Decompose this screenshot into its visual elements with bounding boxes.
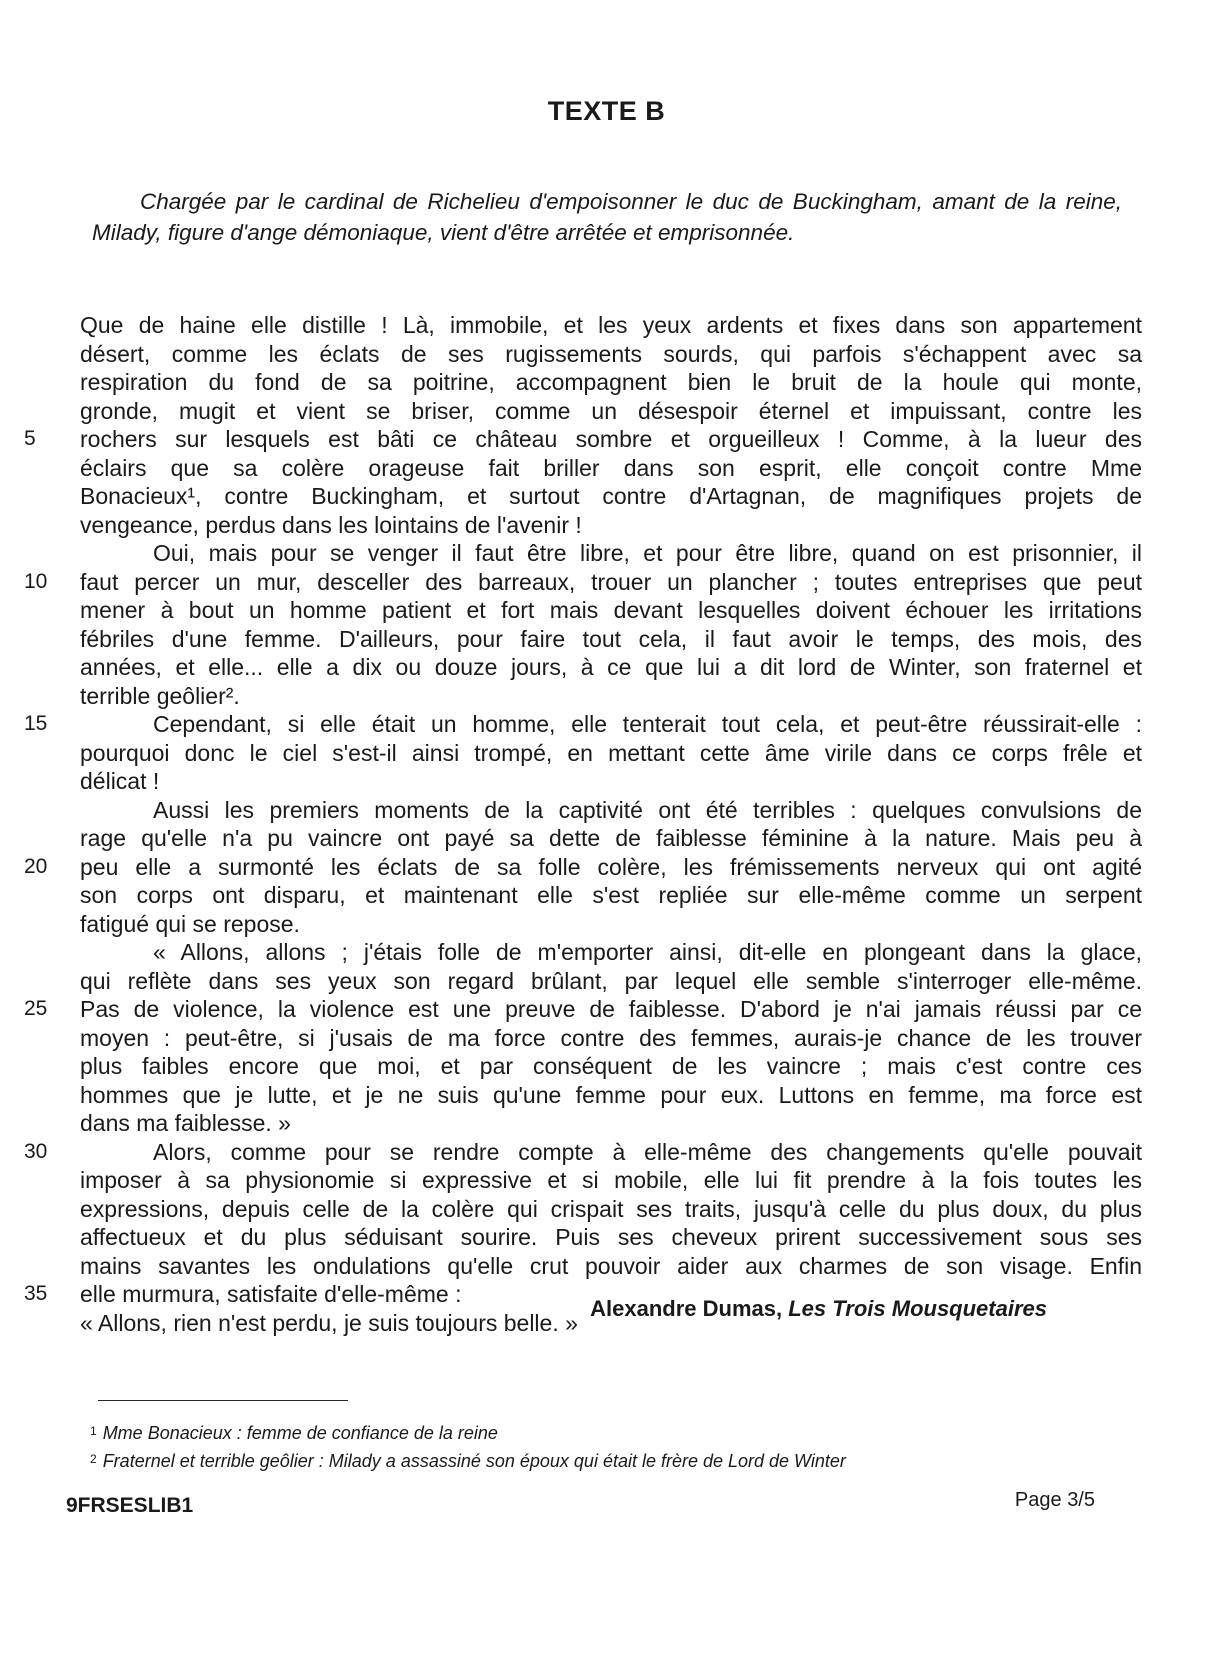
line-text: gronde, mugit et vient se briser, comme un désespoir éternel et impuissant, contre les [80,397,1142,424]
line-text: affectueux et du plus séduisant sourire. Puis ses cheveux prirent successivement sous ses [80,1224,1142,1250]
line-text: désert, comme les éclats de ses rugissements sourds, qui parfois s'échappent avec sa [80,340,1142,367]
text-line [80,454,1142,483]
page-number: Page 3/5 [1014,1489,1095,1511]
text-line [80,511,1142,540]
line-text: Aussi les premiers moments de la captivité ont été terribles : quelques convulsions de [153,796,1142,823]
line-text: vengeance, perdus dans les lointains de l'avenir ! [80,511,582,538]
line-number: 5 [24,427,36,450]
text-line [80,1109,1142,1138]
text-line [80,682,1142,711]
line-number: 35 [24,1282,48,1305]
line-text: Pas de violence, la violence est une preuve de faiblesse. D'abord je n'ai jamais réussi par ce [80,996,1142,1022]
work-title: Les Trois Mousquetaires [788,1296,1047,1321]
text-line [80,625,1142,654]
footnote-text: Mme Bonacieux : femme de confiance de la reine [102,1423,498,1443]
footnote-item [90,1418,846,1446]
line-text: respiration du fond de sa poitrine, accompagnent bien le bruit de la houle qui monte, [80,369,1142,395]
intro-paragraph: Chargée par le cardinal de Richelieu d'empoisonner le duc de Buckingham, amant de la reine, Milady, figure d'ange démoniaque, vient d'être arrêtée et emprisonnée. [92,189,1122,245]
text-line [80,1081,1142,1110]
text-line [80,910,1142,939]
line-text: fatigué qui se repose. [80,910,300,937]
line-number: 10 [24,569,48,593]
line-text: années, et elle... elle a dix ou douze jours, à ce que lui a dit lord de Winter, son fraternel et [80,654,1142,680]
line-text: « Allons, allons ; j'étais folle de m'emporter ainsi, dit-elle en plongeant dans la glace, [153,939,1142,965]
line-text: Alors, comme pour se rendre compte à elle-même des changements qu'elle pouvait [153,1138,1142,1165]
line-number: 20 [24,854,48,878]
line-text: son corps ont disparu, et maintenant elle s'est repliée sur elle-même comme un serpent [80,882,1142,908]
line-text: qui reflète dans ses yeux son regard brûlant, par lequel elle semble s'interroger elle-même. [80,967,1142,994]
text-line [24,710,1142,739]
text-line [80,539,1142,568]
line-text: pourquoi donc le ciel s'est-il ainsi trompé, en mettant cette âme virile dans ce corps frêle et [80,739,1142,766]
line-text: imposer à sa physionomie si expressive et si mobile, elle lui fit prendre à la fois toutes les [80,1167,1142,1193]
line-text: rage qu'elle n'a pu vaincre ont payé sa dette de faiblesse féminine à la nature. Mais peu à [80,825,1142,851]
footnote-divider [98,1400,348,1401]
text-line [80,311,1142,340]
document-code: 9FRSESLIB1 [66,1494,194,1517]
text-line [80,739,1142,768]
text-line [80,596,1142,625]
text-line [80,824,1142,853]
line-text: éclairs que sa colère orageuse fait briller dans son esprit, elle conçoit contre Mme [80,454,1142,481]
line-text: mains savantes les ondulations qu'elle crut pouvoir aider aux charmes de son visage. Enfin [80,1252,1142,1279]
footnotes [90,1418,846,1474]
footnote-number: 2 [90,1452,97,1466]
footnote-item [90,1446,846,1474]
text-line [80,340,1142,369]
line-text: terrible geôlier². [80,682,240,709]
footnote-number: 1 [90,1424,97,1438]
text-line [80,881,1142,910]
line-text: « Allons, rien n'est perdu, je suis toujours belle. » [80,1309,578,1336]
text-line [80,1223,1142,1252]
line-text: hommes que je lutte, et je ne suis qu'une femme pour eux. Luttons en femme, ma force est [80,1081,1142,1108]
text-line [80,767,1142,796]
line-text: peu elle a surmonté les éclats de sa folle colère, les frémissements nerveux qui ont agité [80,853,1142,880]
text-line [80,1195,1142,1224]
text-line [80,938,1142,967]
line-number: 15 [24,712,48,735]
line-text: dans ma faiblesse. » [80,1110,291,1136]
line-text: rochers sur lesquels est bâti ce château sombre et orgueilleux ! Comme, à la lueur des [80,426,1142,452]
text-line [24,995,1142,1024]
text-body [24,311,1142,1337]
line-text: fébriles d'une femme. D'ailleurs, pour faire tout cela, il faut avoir le temps, des mois, des [80,625,1142,652]
text-line [80,1024,1142,1053]
text-line [80,1052,1142,1081]
text-line [80,368,1142,397]
line-text: faut percer un mur, desceller des barreaux, trouer un plancher ; toutes entreprises que peut [80,568,1142,595]
text-line [24,1138,1142,1167]
text-line [80,1252,1142,1281]
text-line [80,653,1142,682]
text-line [24,853,1142,882]
line-text: mener à bout un homme patient et fort mais devant lesquelles doivent échouer les irritations [80,597,1142,623]
line-text: moyen : peut-être, si j'usais de ma force contre des femmes, aurais-je chance de les trouver [80,1024,1142,1051]
line-text: expressions, depuis celle de la colère qui crispait ses traits, jusqu'à celle du plus doux, du plus [80,1195,1142,1222]
text-line [80,482,1142,511]
text-line [80,1166,1142,1195]
text-line [24,425,1142,454]
author-name: Alexandre Dumas, [590,1296,783,1321]
line-text: Cependant, si elle était un homme, elle tenterait tout cela, et peut-être réussirait-elle : [153,711,1142,737]
line-text: délicat ! [80,768,160,794]
page-title: TEXTE B [547,96,666,126]
line-number: 30 [24,1139,48,1163]
line-text: Oui, mais pour se venger il faut être libre, et pour être libre, quand on est prisonnier, il [153,540,1142,566]
line-text: Que de haine elle distille ! Là, immobile, et les yeux ardents et fixes dans son appartement [80,312,1142,338]
text-line [80,397,1142,426]
line-text: elle murmura, satisfaite d'elle-même : [80,1281,462,1307]
line-number: 25 [24,997,48,1020]
attribution [590,1296,1047,1322]
line-text: Bonacieux¹, contre Buckingham, et surtout contre d'Artagnan, de magnifiques projets de [80,483,1142,509]
text-line [80,796,1142,825]
footnote-text: Fraternel et terrible geôlier : Milady a assassiné son époux qui était le frère de Lord de Winter [102,1451,846,1471]
text-line [80,967,1142,996]
line-text: plus faibles encore que moi, et par conséquent de les vaincre ; mais c'est contre ces [80,1053,1142,1079]
text-line [24,568,1142,597]
